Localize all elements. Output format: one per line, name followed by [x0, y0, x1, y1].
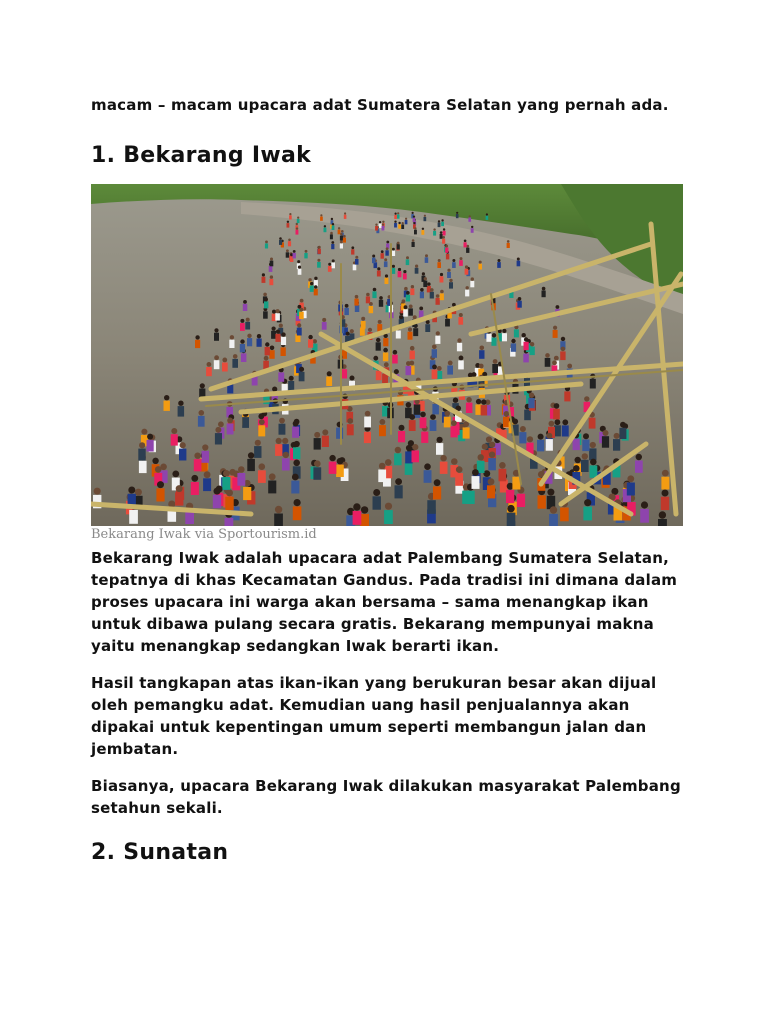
- paragraph-3: Biasanya, upacara Bekarang Iwak dilakukan masyarakat Palembang setahun sekali.: [91, 777, 681, 817]
- intro-text: macam – macam upacara adat Sumatera Selatan yang pernah ada.: [91, 96, 669, 114]
- document-page: [91, 94, 691, 867]
- paragraph-1: Bekarang Iwak adalah upacara adat Palembang Sumatera Selatan, tepatnya di khas Kecamatan Gandus. Pada tradisi ini dimana dalam proses upacara ini warga akan bersama – sama menangkap ikan untuk dibawa pulang secara gratis. Bekarang mempunyai makna yaitu menangkap sedangkan Iwak berarti ikan.: [91, 549, 678, 655]
- section-heading-sunatan: 2. Sunatan: [91, 840, 229, 865]
- paragraph-2: Hasil tangkapan atas ikan-ikan yang berukuran besar akan dijual oleh pemangku adat. Kemudian uang hasil penjualannya akan dipakai untuk kepentingan umum seperti membangun jalan dan jembatan.: [91, 674, 657, 758]
- bekarang-iwak-photo: [91, 184, 683, 526]
- section-heading-bekarang-iwak: 1. Bekarang Iwak: [91, 143, 312, 168]
- image-caption: Bekarang Iwak via Sportourism.id: [91, 527, 317, 542]
